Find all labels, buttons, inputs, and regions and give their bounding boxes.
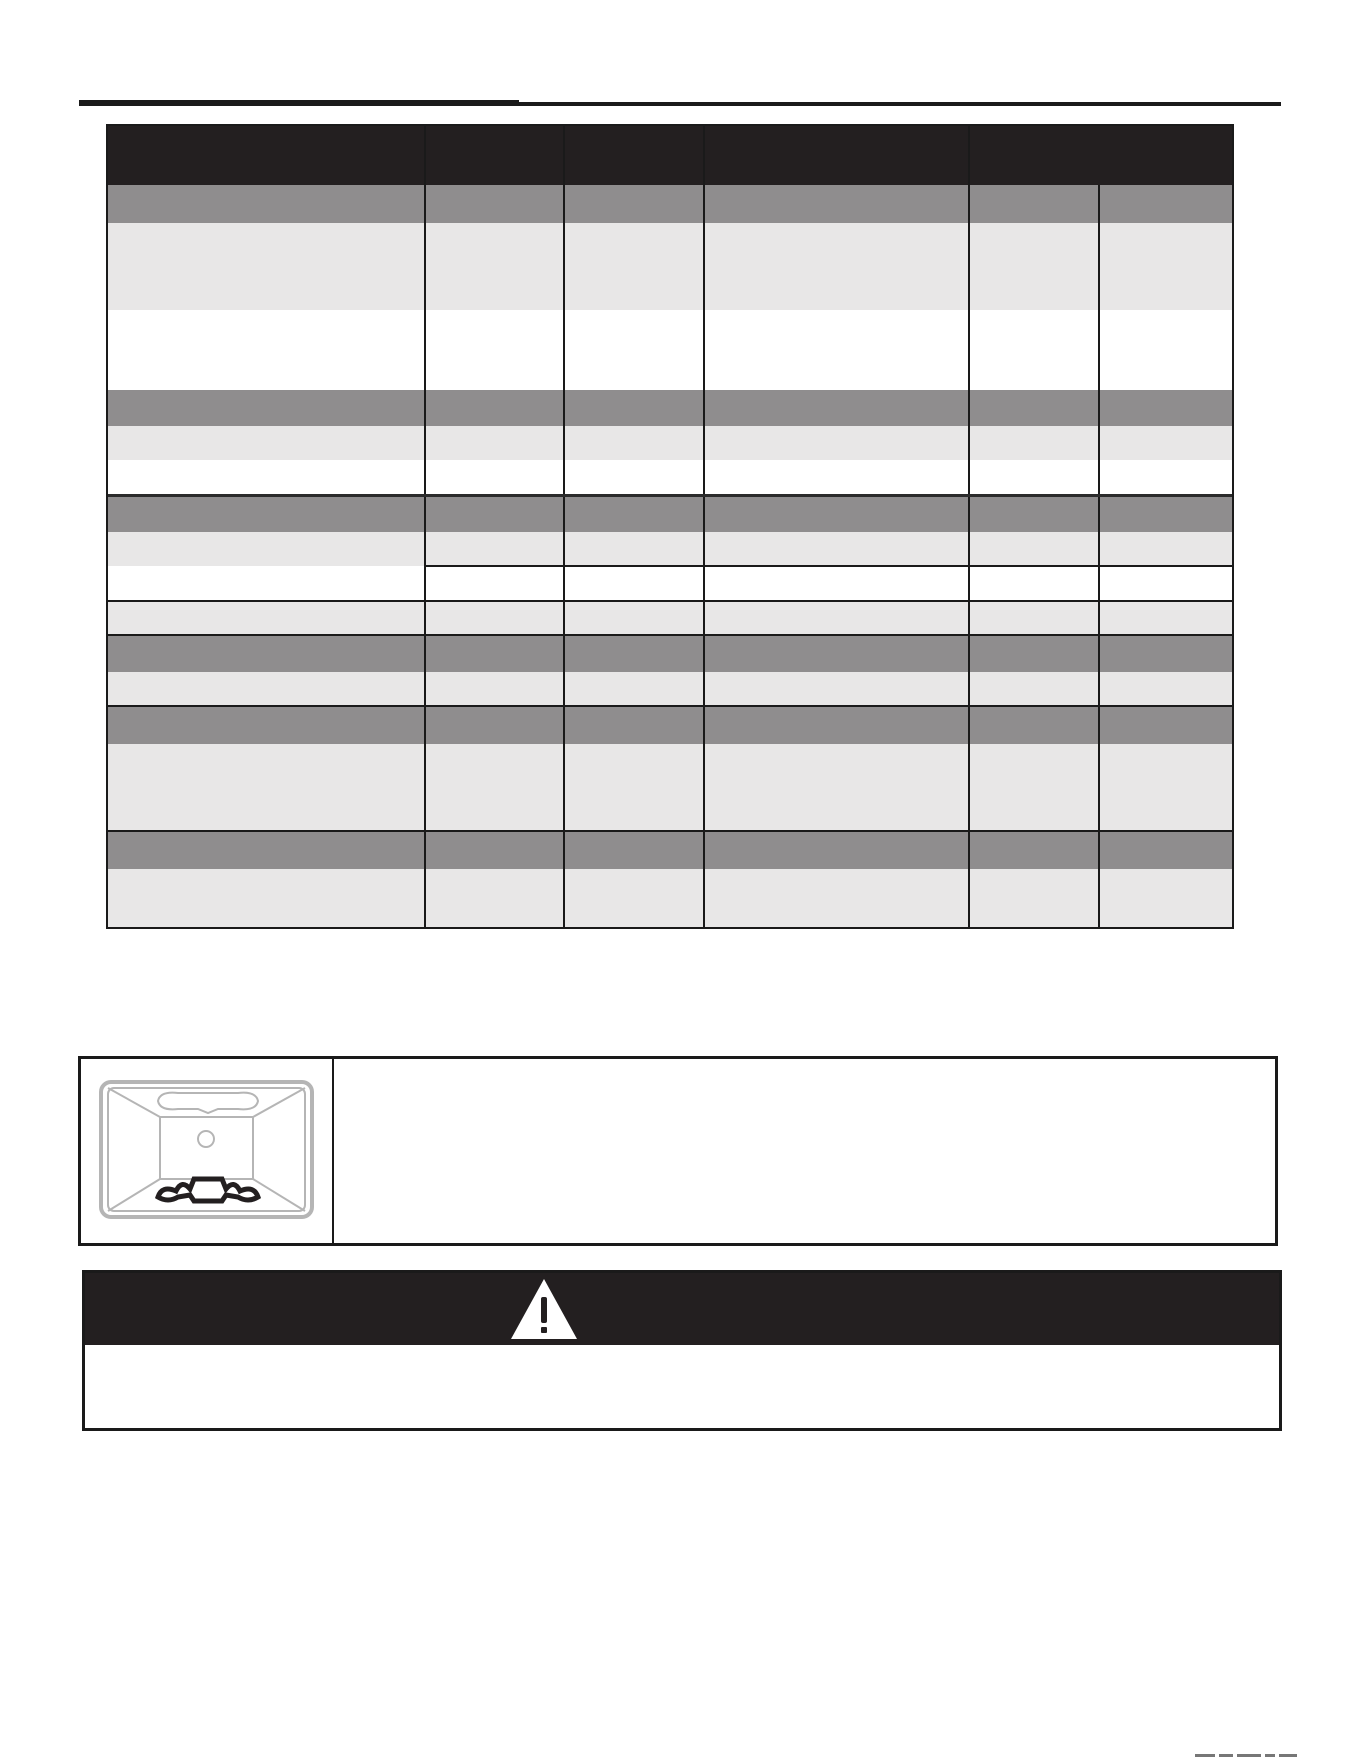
table-row bbox=[108, 310, 1232, 390]
table-row bbox=[108, 426, 1232, 460]
table-row bbox=[108, 869, 1232, 927]
row-divider bbox=[108, 634, 1232, 636]
column-divider bbox=[1098, 185, 1100, 927]
section-header-row bbox=[108, 707, 1232, 744]
warning-header bbox=[85, 1273, 1279, 1345]
section-header-row bbox=[108, 390, 1232, 426]
box-divider bbox=[332, 1059, 334, 1243]
oven-info-box bbox=[78, 1056, 1278, 1246]
top-rule-accent bbox=[79, 100, 519, 106]
table-row bbox=[108, 460, 1232, 494]
section-header-row bbox=[108, 496, 1232, 532]
row-divider bbox=[108, 600, 1232, 602]
table-row bbox=[108, 602, 1232, 634]
section-header-row bbox=[108, 832, 1232, 869]
row-divider bbox=[108, 830, 1232, 832]
column-divider bbox=[563, 126, 565, 927]
row-divider bbox=[424, 565, 1232, 567]
oven-interior-icon bbox=[98, 1079, 315, 1220]
warning-box bbox=[82, 1270, 1282, 1431]
row-divider bbox=[108, 705, 1232, 707]
warning-triangle-icon bbox=[509, 1277, 579, 1341]
table-row bbox=[108, 223, 1232, 310]
section-divider bbox=[108, 494, 1232, 497]
table-row bbox=[108, 532, 1232, 566]
table-row bbox=[108, 672, 1232, 705]
section-header-row bbox=[108, 636, 1232, 672]
footer-mark bbox=[1195, 1752, 1305, 1760]
column-divider bbox=[703, 126, 705, 927]
table-row bbox=[108, 566, 1232, 600]
section-header-row bbox=[108, 185, 1232, 223]
column-divider bbox=[424, 126, 426, 927]
cooking-guide-table bbox=[106, 124, 1234, 929]
table-header-row bbox=[108, 126, 1232, 185]
table-row bbox=[108, 744, 1232, 830]
column-divider bbox=[968, 126, 970, 927]
